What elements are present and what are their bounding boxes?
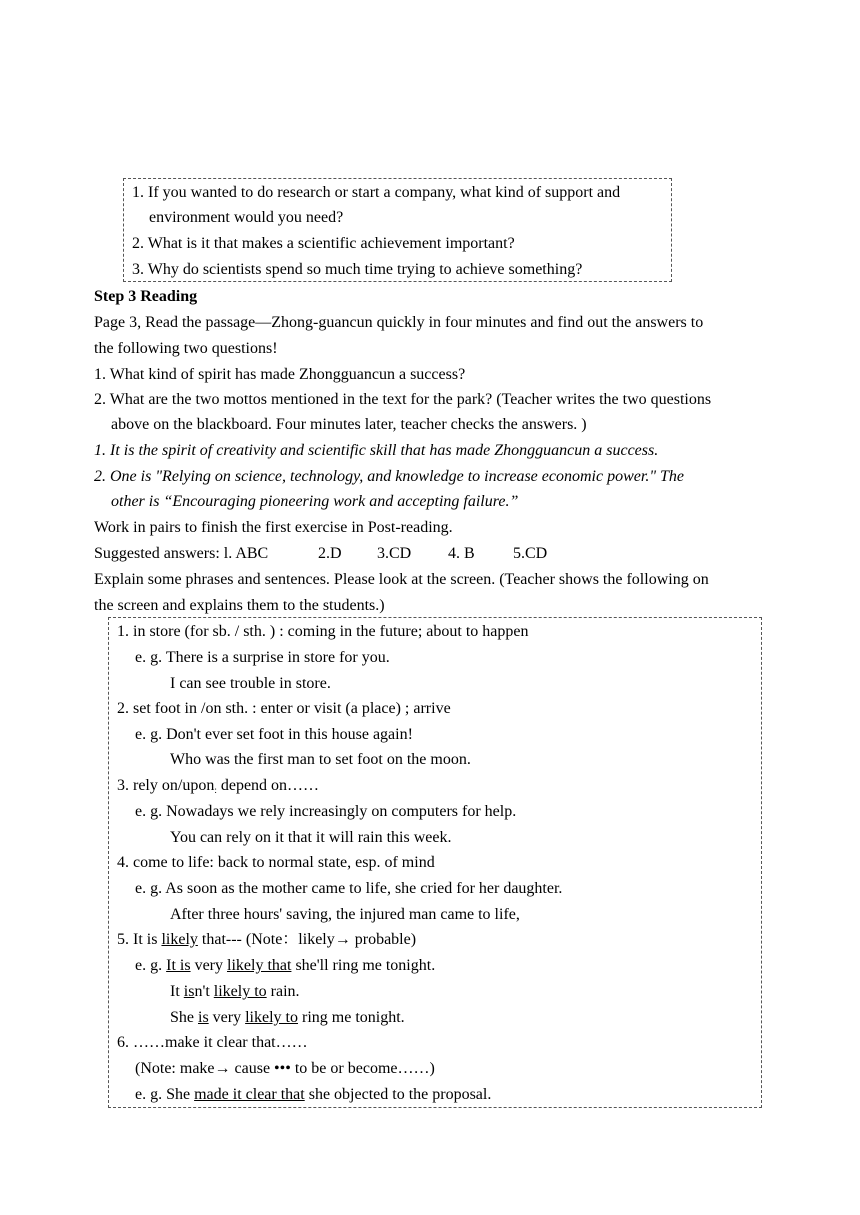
phrase-5-example-3: [170, 1008, 405, 1028]
step3-heading: Step 3 Reading: [94, 288, 198, 305]
p5e1-text-c: she'll ring me tonight.: [291, 957, 436, 974]
reading-question-1: 1. What kind of spirit has made Zhongguancun a success?: [94, 366, 466, 383]
phrase-3-meaning: depend on……: [216, 777, 320, 794]
reading-question-2a: 2. What are the two mottos mentioned in the text for the park? (Teacher writes the two questions: [94, 391, 712, 408]
question-1-line-b: environment would you need?: [149, 209, 344, 226]
p5e1-underline-1: It is: [166, 957, 191, 974]
answer-2a: 2. One is "Relying on science, technology, and knowledge to increase economic power." The: [94, 468, 685, 485]
p5e2-text-b: n't: [194, 983, 214, 1000]
p5e3-text-a: She: [170, 1009, 198, 1026]
suggested-answer-4: 4. B: [448, 545, 475, 562]
phrase-4-example-2: After three hours' saving, the injured man came to life,: [170, 906, 520, 923]
p5e3-text-c: ring me tonight.: [298, 1009, 405, 1026]
suggested-answers: [94, 544, 268, 564]
pairs-instruction: Work in pairs to finish the first exercise in Post-reading.: [94, 519, 453, 536]
phrase-2-example-1: e. g. Don't ever set foot in this house again!: [135, 726, 413, 743]
phrase-4: 4. come to life: back to normal state, esp. of mind: [117, 854, 435, 871]
phrase-2-example-2: Who was the first man to set foot on the moon.: [170, 751, 471, 768]
p5e3-text-b: very: [208, 1009, 246, 1026]
p5e3-underline-1: is: [198, 1009, 209, 1026]
suggested-answer-5: 5.CD: [513, 545, 548, 562]
phrase-3-separator: :: [214, 785, 217, 795]
reading-intro-a: Page 3, Read the passage—Zhong-guancun quickly in four minutes and find out the answers to: [94, 314, 704, 331]
phrase-2: 2. set foot in /on sth. : enter or visit (a place) ; arrive: [117, 700, 451, 717]
p5e2-underline-2: likely to: [213, 983, 267, 1000]
p5e1-underline-2: likely that: [227, 957, 292, 974]
p6e1-text-a: e. g. She: [135, 1086, 195, 1103]
phrase-3: [117, 776, 319, 800]
reading-intro-b: the following two questions!: [94, 340, 278, 357]
p5e3-underline-2: likely to: [245, 1009, 298, 1026]
phrase-6: 6. ……make it clear that……: [117, 1034, 308, 1051]
phrase-5-example-2: [170, 982, 300, 1002]
phrase-5: [117, 930, 416, 950]
phrase-5-text-b: that--- (Note：likely→ probable): [197, 931, 417, 948]
suggested-answer-3: 3.CD: [377, 545, 412, 562]
phrase-3-example-1: e. g. Nowadays we rely increasingly on computers for help.: [135, 803, 517, 820]
phrase-6-example-1: [135, 1085, 491, 1105]
answer-1: 1. It is the spirit of creativity and scientific skill that has made Zhongguancun a success.: [94, 442, 659, 459]
p5e1-text-b: very: [190, 957, 227, 974]
p5e2-text-c: rain.: [266, 983, 300, 1000]
p5e2-underline-1: is: [183, 983, 195, 1000]
phrase-1-example-1: e. g. There is a surprise in store for you.: [135, 649, 390, 666]
p6e1-underline: made it clear that: [194, 1086, 305, 1103]
p5e1-text-a: e. g.: [135, 957, 167, 974]
phrase-3-term: 3. rely on/upon: [117, 777, 215, 794]
phrase-4-example-1: e. g. As soon as the mother came to life, she cried for her daughter.: [135, 880, 563, 897]
p6e1-text-b: she objected to the proposal.: [304, 1086, 492, 1103]
question-2: 2. What is it that makes a scientific achievement important?: [132, 235, 515, 252]
question-3: 3. Why do scientists spend so much time trying to achieve something?: [132, 261, 583, 278]
phrase-5-text-a: 5. It is: [117, 931, 162, 948]
p5e2-text-a: It: [170, 983, 184, 1000]
answer-2b: other is “Encouraging pioneering work and accepting failure.”: [111, 493, 519, 510]
phrase-5-underlined: likely: [161, 931, 198, 948]
explain-instruction-b: the screen and explains them to the students.): [94, 597, 385, 614]
question-1-line-a: 1. If you wanted to do research or start a company, what kind of support and: [132, 184, 621, 201]
reading-question-2b: above on the blackboard. Four minutes later, teacher checks the answers. ): [111, 416, 587, 433]
phrase-6-note: (Note: make→ cause ••• to be or become……): [135, 1060, 435, 1077]
phrase-5-example-1: [135, 956, 435, 976]
phrase-3-example-2: You can rely on it that it will rain this week.: [170, 829, 452, 846]
phrase-1-example-2: I can see trouble in store.: [170, 675, 331, 692]
suggested-answer-2: 2.D: [318, 545, 342, 562]
phrase-1: 1. in store (for sb. / sth. ) : coming in the future; about to happen: [117, 623, 529, 640]
suggested-answers-label: Suggested answers: l. ABC: [94, 545, 269, 562]
explain-instruction-a: Explain some phrases and sentences. Please look at the screen. (Teacher shows the following on: [94, 571, 709, 588]
